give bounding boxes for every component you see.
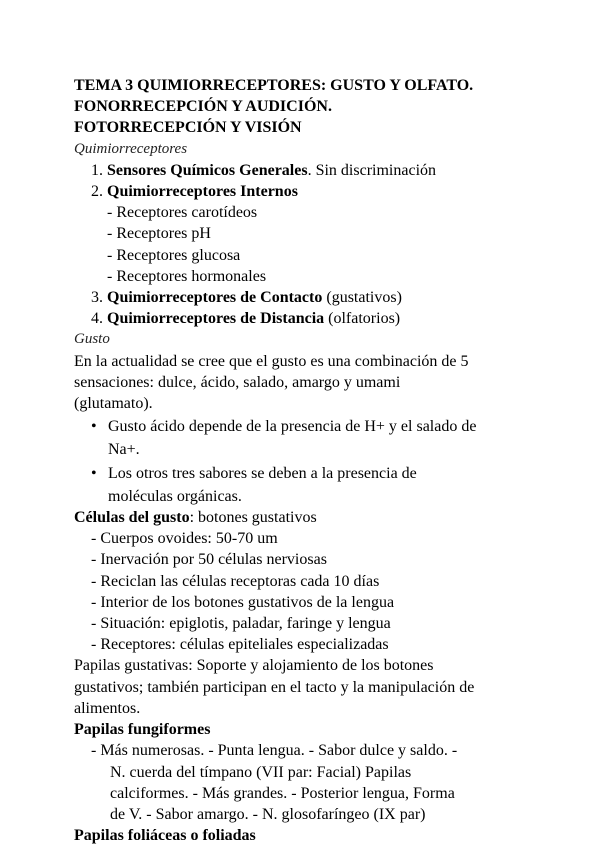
papilas-para-line-1: Papilas gustativas: Soporte y alojamiento de los botones [74, 657, 434, 675]
document-page [74, 75, 534, 846]
quimio-sub-1: - Receptores carotídeos [107, 204, 258, 222]
fungiformes-line-2: N. cuerda del tímpano (VII par: Facial) Papilas [110, 763, 412, 781]
quimio-sub-4: - Receptores hormonales [107, 267, 267, 285]
title-line-3: FOTORRECEPCIÓN Y VISIÓN [74, 119, 302, 137]
quimio-sub-2: - Receptores pH [107, 225, 211, 243]
papilas-para-line-3: alimentos. [74, 699, 141, 717]
celulas-heading: Células del gusto: botones gustativos [74, 509, 317, 527]
quimio-heading: Quimiorreceptores [74, 140, 188, 157]
celulas-item-1: - Cuerpos ovoides: 50-70 um [91, 530, 278, 548]
fungiformes-line-3: calciformes. - Más grandes. - Posterior lengua, Forma [110, 784, 455, 802]
celulas-item-3: - Reciclan las células receptoras cada 10 días [91, 572, 380, 590]
fungiformes-line-4: de V. - Sabor amargo. - N. glosofaríngeo (IX par) [110, 805, 426, 823]
gusto-para-line-2: sensaciones: dulce, ácido, salado, amargo y umami [74, 373, 401, 391]
quimio-sub-3: - Receptores glucosa [107, 246, 241, 264]
gusto-para-line-1: En la actualidad se cree que el gusto es una combinación de 5 [74, 352, 469, 370]
quimio-item-1: 1. Sensores Químicos Generales. Sin discriminación [91, 161, 437, 179]
celulas-item-6: - Receptores: células epiteliales especializadas [91, 636, 389, 654]
bullet-icon: • [91, 464, 97, 482]
celulas-item-2: - Inervación por 50 células nerviosas [91, 551, 327, 569]
papilas-para-line-2: gustativos; también participan en el tacto y la manipulación de [74, 678, 475, 696]
doc-title [74, 75, 534, 139]
foliaceas-heading: Papilas foliáceas o foliadas [74, 827, 256, 845]
quimio-item-4: 4. Quimiorreceptores de Distancia (olfatorios) [91, 310, 401, 328]
gusto-heading: Gusto [74, 331, 110, 348]
celulas-item-4: - Interior de los botones gustativos de la lengua [91, 593, 395, 611]
celulas-item-5: - Situación: epiglotis, paladar, faringe y lengua [91, 615, 391, 633]
quimio-item-3: 3. Quimiorreceptores de Contacto (gustativos) [91, 289, 402, 307]
fungiformes-line-1: - Más numerosas. - Punta lengua. - Sabor dulce y saldo. - [91, 742, 458, 760]
gusto-bullet-2: • Los otros tres sabores se deben a la presencia de moléculas orgánicas. [91, 464, 417, 505]
quimio-item-2: 2. Quimiorreceptores Internos [91, 183, 298, 201]
title-line-2: FONORRECEPCIÓN Y AUDICIÓN. [74, 98, 332, 116]
title-line-1: TEMA 3 QUIMIORRECEPTORES: GUSTO Y OLFATO. [74, 77, 474, 94]
gusto-bullet-1: • Gusto ácido depende de la presencia de H+ y el salado de Na+. [91, 418, 477, 459]
gusto-para-line-3: (glutamato). [74, 395, 153, 413]
fungiformes-heading: Papilas fungiformes [74, 721, 211, 739]
bullet-icon: • [91, 418, 97, 436]
